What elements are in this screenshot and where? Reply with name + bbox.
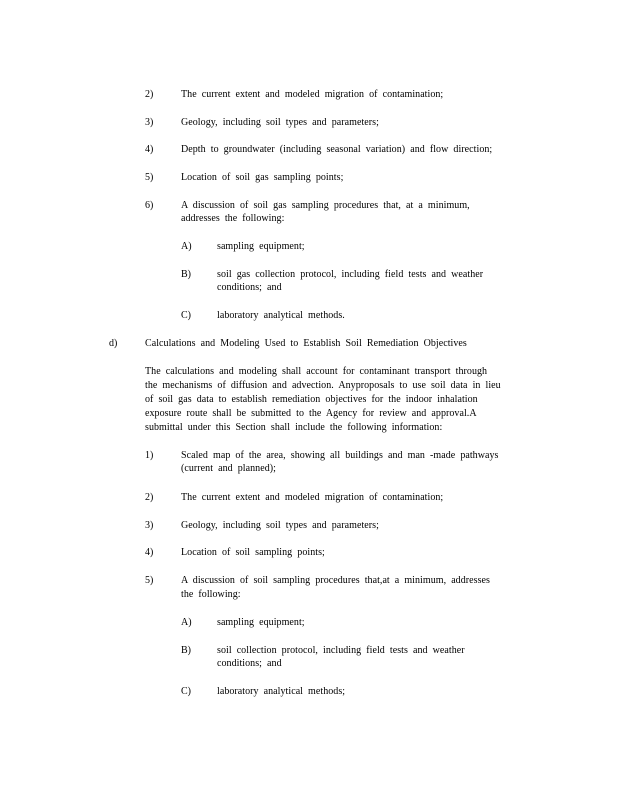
subitem-letter: A) [181,617,192,628]
subitem-text-line1: soil collection protocol, including field tests and weather [217,645,465,656]
subitem-text-line2: conditions; and [217,282,282,293]
paragraph-line: the mechanisms of diffusion and advection. Anyproposals to use soil data in lieu [145,380,501,391]
paragraph-line: submittal under this Section shall include the following information: [145,422,443,433]
subitem-text: sampling equipment; [217,617,305,628]
item-text: Geology, including soil types and parameters; [181,520,379,531]
item-number: 5) [145,575,154,586]
item-text: Location of soil sampling points; [181,547,325,558]
paragraph-line: exposure route shall be submitted to the Agency for review and approval.A [145,408,477,419]
subitem-text-line2: conditions; and [217,658,282,669]
subitem-text: laboratory analytical methods. [217,310,345,321]
subitem-letter: A) [181,241,192,252]
paragraph-line: of soil gas data to establish remediation objectives for the indoor inhalation [145,394,478,405]
item-text-line1: Scaled map of the area, showing all buildings and man -made pathways [181,450,499,461]
subitem-letter: B) [181,645,191,656]
subitem-text-line1: soil gas collection protocol, including field tests and weather [217,269,484,280]
item-number: 3) [145,117,154,128]
item-number: 5) [145,172,154,183]
item-number: 6) [145,200,154,211]
item-text: The current extent and modeled migration of contamination; [181,89,444,100]
item-number: 3) [145,520,154,531]
section-letter: d) [109,338,118,349]
section-heading: Calculations and Modeling Used to Establish Soil Remediation Objectives [145,338,467,349]
item-text-line1: A discussion of soil gas sampling procedures that, at a minimum, [181,200,470,211]
item-number: 2) [145,492,154,503]
subitem-letter: C) [181,310,191,321]
item-text-line2: addresses the following: [181,213,285,224]
item-text: The current extent and modeled migration of contamination; [181,492,444,503]
item-number: 2) [145,89,154,100]
item-text-line2: the following: [181,589,241,600]
item-text: Depth to groundwater (including seasonal variation) and flow direction; [181,144,493,155]
item-text-line1: A discussion of soil sampling procedures that,at a minimum, addresses [181,575,490,586]
subitem-letter: C) [181,686,191,697]
item-text: Geology, including soil types and parameters; [181,117,379,128]
item-number: 4) [145,547,154,558]
item-number: 1) [145,450,154,461]
subitem-letter: B) [181,269,191,280]
subitem-text: laboratory analytical methods; [217,686,346,697]
paragraph-line: The calculations and modeling shall account for contaminant transport through [145,366,488,377]
item-text-line2: (current and planned); [181,463,276,474]
subitem-text: sampling equipment; [217,241,305,252]
item-text: Location of soil gas sampling points; [181,172,344,183]
item-number: 4) [145,144,154,155]
